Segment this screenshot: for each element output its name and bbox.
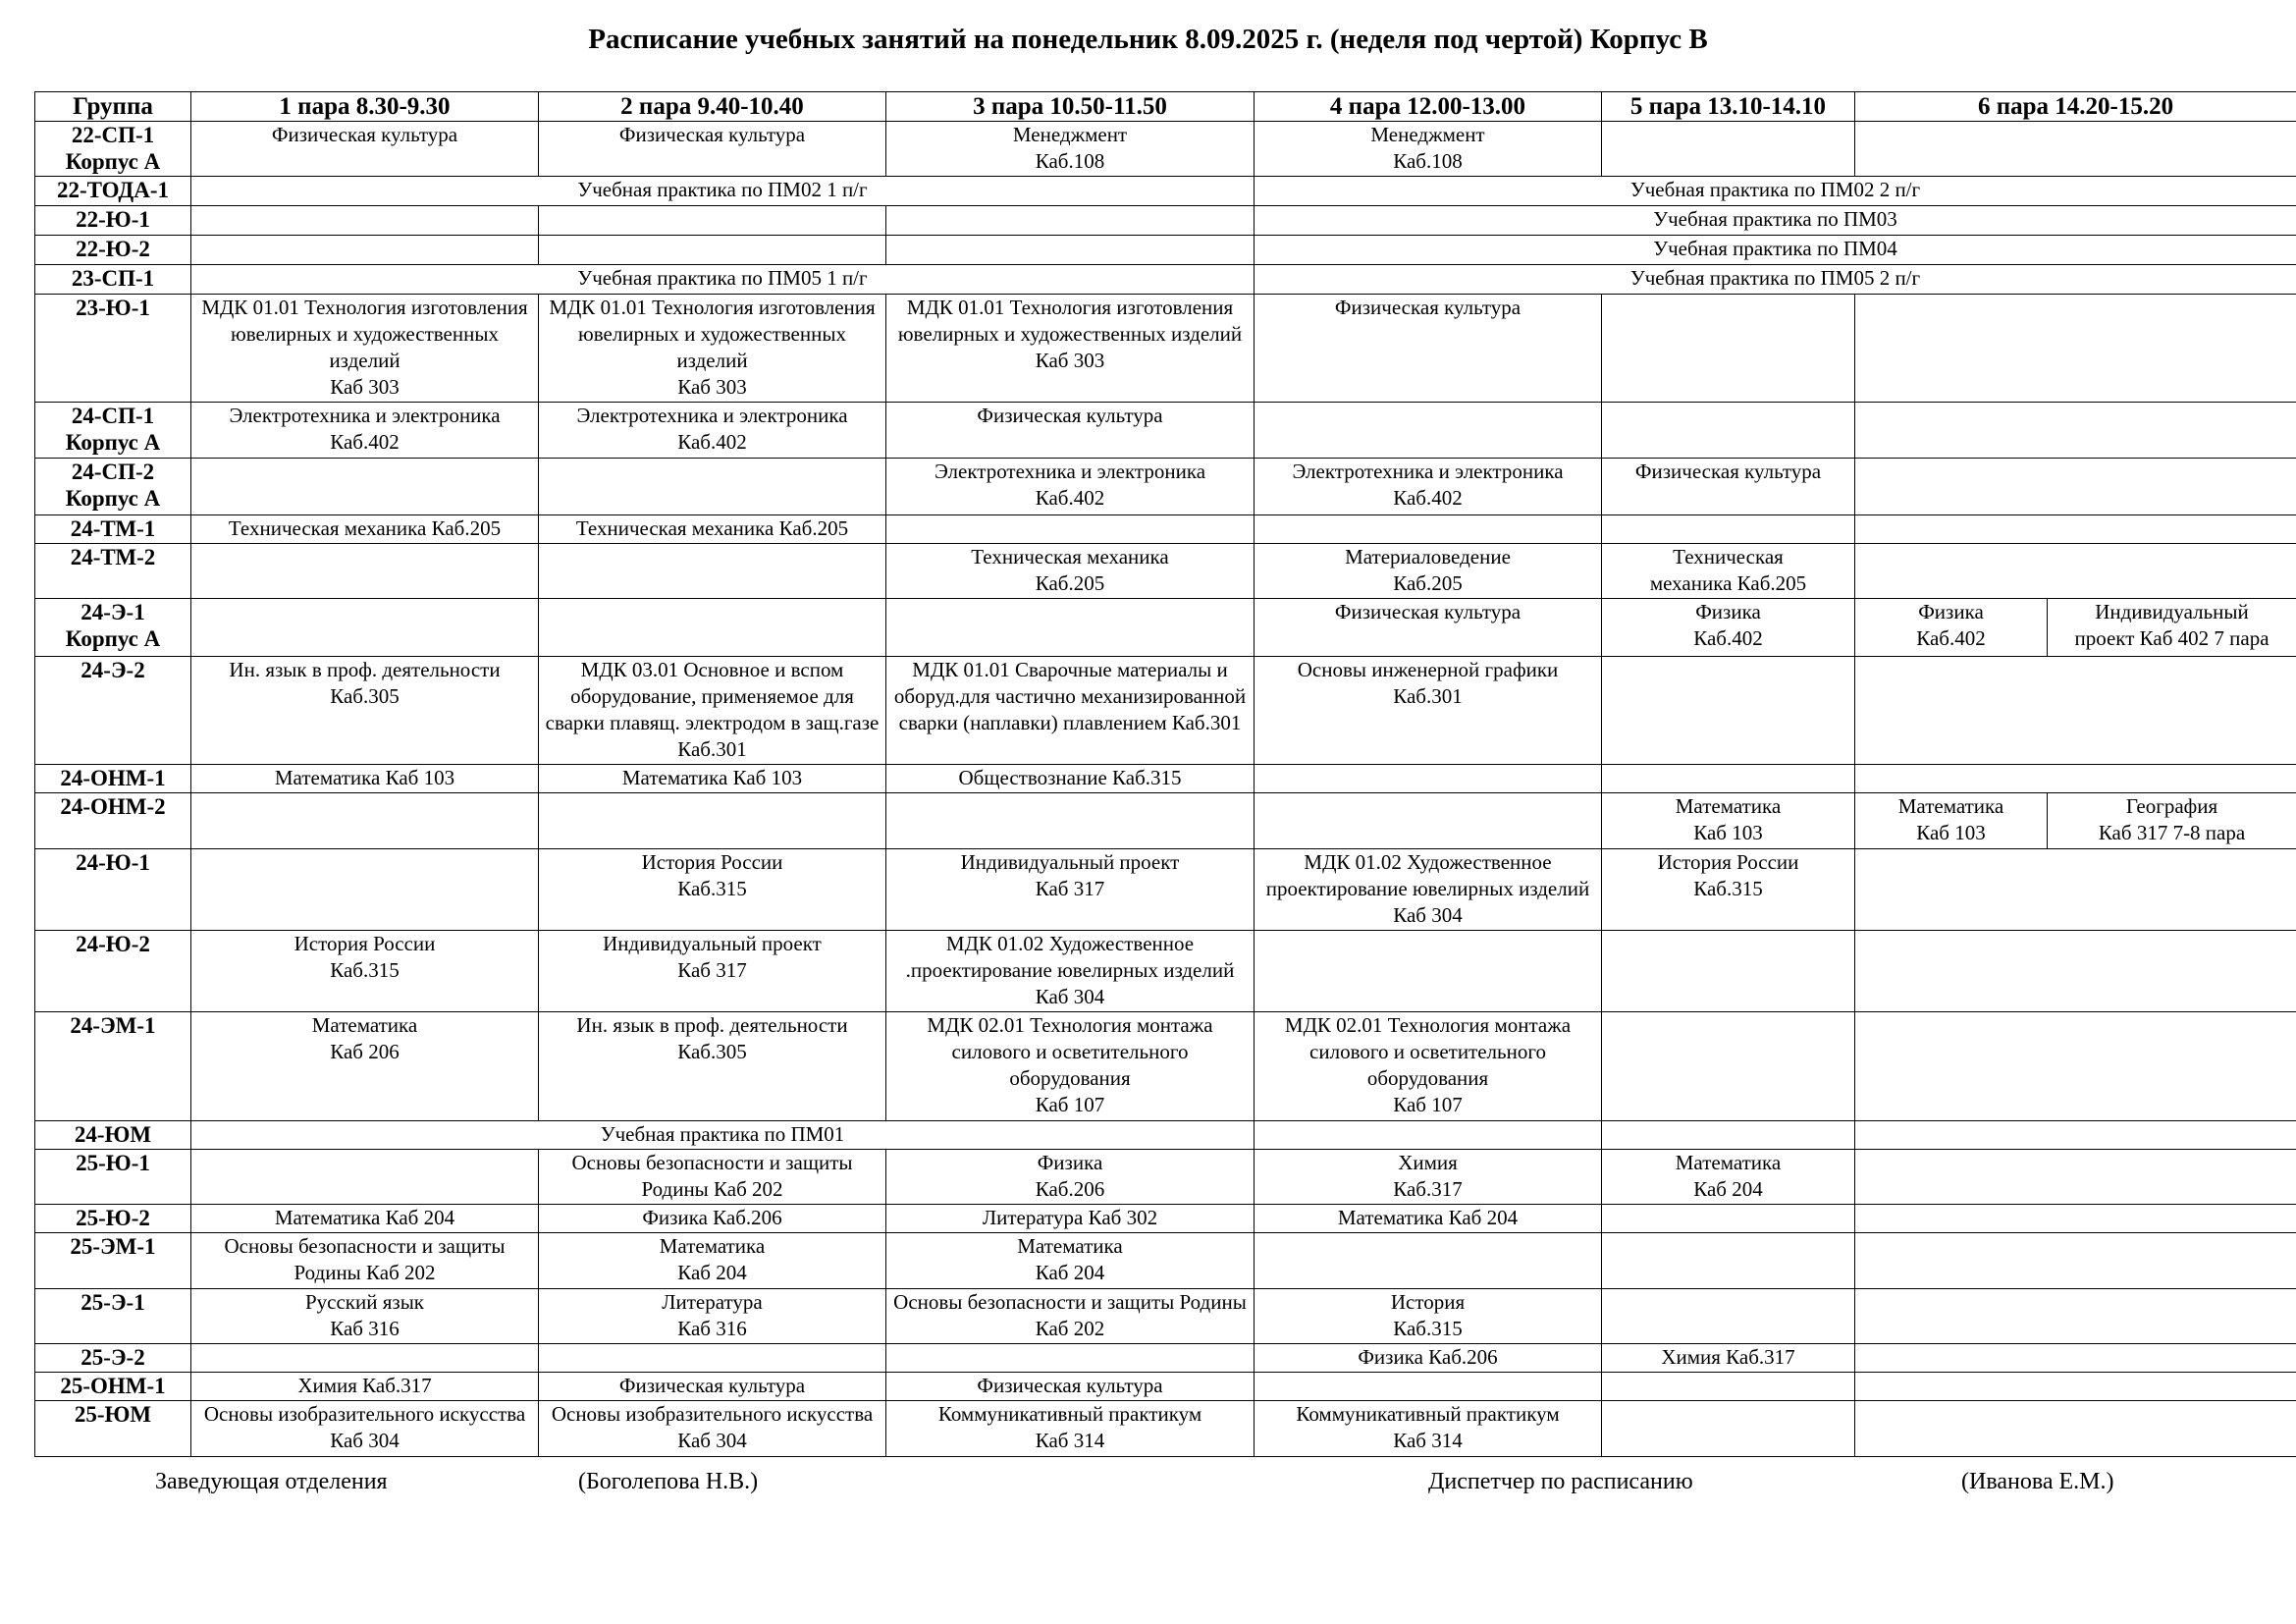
lesson-cell: Физика Каб.206 [539, 1205, 886, 1233]
practice-cell: Учебная практика по ПМ04 [1255, 236, 2296, 265]
group-cell: 24-ТМ-2 [35, 544, 191, 599]
lesson-cell: Физическая культура [886, 1373, 1255, 1401]
group-cell: 22-ТОДА-1 [35, 177, 191, 206]
lesson-cell [1855, 1233, 2296, 1289]
lesson-cell [1855, 544, 2296, 599]
practice-cell: Учебная практика по ПМ05 2 п/г [1255, 265, 2296, 295]
lesson-cell: Электротехника и электроника Каб.402 [191, 403, 539, 459]
lesson-cell: Техническая механика Каб.205 [191, 515, 539, 544]
table-row [35, 236, 2296, 265]
lesson-cell: Математика Каб 204 [191, 1205, 539, 1233]
lesson-cell: История Каб.315 [1255, 1289, 1602, 1344]
lesson-cell [886, 206, 1255, 236]
table-row [35, 793, 2296, 849]
lesson-cell [1855, 657, 2296, 765]
lesson-cell [539, 459, 886, 515]
lesson-cell [1855, 515, 2296, 544]
lesson-cell [1602, 1121, 1855, 1150]
lesson-cell: Химия Каб.317 [1602, 1344, 1855, 1373]
lesson-cell [1855, 1373, 2296, 1401]
table-row [35, 599, 2296, 657]
lesson-cell: Обществознание Каб.315 [886, 765, 1255, 793]
lesson-cell [539, 236, 886, 265]
lesson-cell: Физическая культура [539, 1373, 886, 1401]
lesson-cell [539, 1344, 886, 1373]
lesson-cell [1855, 122, 2296, 177]
table-row [35, 1205, 2296, 1233]
table-row [35, 1121, 2296, 1150]
group-cell: 23-Ю-1 [35, 295, 191, 403]
group-cell: 25-Э-1 [35, 1289, 191, 1344]
table-row [35, 403, 2296, 459]
lesson-cell [886, 515, 1255, 544]
lesson-cell: Основы безопасности и защиты Родины Каб 202 [886, 1289, 1255, 1344]
lesson-cell [191, 849, 539, 931]
lesson-cell [1855, 1205, 2296, 1233]
lesson-cell: Менеджмент Каб.108 [1255, 122, 1602, 177]
lesson-cell: Основы изобразительного искусства Каб 304 [539, 1401, 886, 1457]
group-cell: 25-ЭМ-1 [35, 1233, 191, 1289]
page-title: Расписание учебных занятий на понедельник 8.09.2025 г. (неделя под чертой) Корпус В [588, 24, 1708, 55]
group-cell: 25-Э-2 [35, 1344, 191, 1373]
col-header-p5: 5 пара 13.10-14.10 [1602, 92, 1855, 122]
lesson-cell: Математика Каб 103 [1602, 793, 1855, 849]
table-row [35, 177, 2296, 206]
lesson-cell: Физика Каб.402 [1602, 599, 1855, 657]
lesson-cell [191, 544, 539, 599]
lesson-cell: Математика Каб 204 [1602, 1150, 1855, 1205]
lesson-cell [1255, 1233, 1602, 1289]
practice-cell: Учебная практика по ПМ03 [1255, 206, 2296, 236]
lesson-cell: Электротехника и электроника Каб.402 [1255, 459, 1602, 515]
lesson-cell [1602, 1012, 1855, 1121]
lesson-cell: Физическая культура [539, 122, 886, 177]
lesson-cell [1602, 657, 1855, 765]
table-row [35, 1289, 2296, 1344]
group-cell: 25-ОНМ-1 [35, 1373, 191, 1401]
lesson-cell [886, 599, 1255, 657]
group-cell: 25-Ю-1 [35, 1150, 191, 1205]
lesson-cell: Коммуникативный практикум Каб 314 [1255, 1401, 1602, 1457]
lesson-cell: Физическая культура [1255, 295, 1602, 403]
group-cell: 24-Ю-1 [35, 849, 191, 931]
col-header-p4: 4 пара 12.00-13.00 [1255, 92, 1602, 122]
lesson-cell: Техническая механика Каб.205 [1602, 544, 1855, 599]
table-row [35, 459, 2296, 515]
lesson-cell [1602, 1205, 1855, 1233]
lesson-cell: Физическая культура [886, 403, 1255, 459]
lesson-cell [1855, 1121, 2296, 1150]
table-row [35, 295, 2296, 403]
lesson-cell: Русский язык Каб 316 [191, 1289, 539, 1344]
table-row [35, 1401, 2296, 1457]
group-cell: 24-СП-1 Корпус А [35, 403, 191, 459]
lesson-cell [191, 793, 539, 849]
lesson-cell: География Каб 317 7-8 пара [2048, 793, 2296, 849]
col-header-p1: 1 пара 8.30-9.30 [191, 92, 539, 122]
table-row [35, 265, 2296, 295]
lesson-cell: Основы изобразительного искусства Каб 304 [191, 1401, 539, 1457]
head-of-department-name: (Боголепова Н.В.) [578, 1469, 759, 1494]
head-of-department-label: Заведующая отделения [155, 1469, 388, 1494]
lesson-cell: Математика Каб 204 [1255, 1205, 1602, 1233]
lesson-cell [1855, 1012, 2296, 1121]
table-row [35, 931, 2296, 1012]
lesson-cell: История России Каб.315 [191, 931, 539, 1012]
lesson-cell: МДК 01.01 Технология изготовления ювелирных и художественных изделий Каб 303 [886, 295, 1255, 403]
lesson-cell: Математика Каб 103 [191, 765, 539, 793]
lesson-cell [191, 1344, 539, 1373]
lesson-cell: История России Каб.315 [539, 849, 886, 931]
lesson-cell: МДК 01.02 Художественное .проектирование ювелирных изделий Каб 304 [886, 931, 1255, 1012]
lesson-cell: МДК 03.01 Основное и вспом оборудование, применяемое для сварки плавящ. электродом в защ.газе Каб.301 [539, 657, 886, 765]
header-row [35, 92, 2296, 122]
lesson-cell: Физика Каб.402 [1855, 599, 2048, 657]
lesson-cell [1602, 1233, 1855, 1289]
lesson-cell [1855, 1150, 2296, 1205]
lesson-cell: Индивидуальный проект Каб 402 7 пара [2048, 599, 2296, 657]
lesson-cell [191, 1150, 539, 1205]
lesson-cell [1855, 931, 2296, 1012]
group-cell: 24-Э-2 [35, 657, 191, 765]
lesson-cell: Менеджмент Каб.108 [886, 122, 1255, 177]
lesson-cell [539, 793, 886, 849]
table-row [35, 544, 2296, 599]
lesson-cell: Техническая механика Каб.205 [539, 515, 886, 544]
lesson-cell [1602, 515, 1855, 544]
group-cell: 24-ТМ-1 [35, 515, 191, 544]
lesson-cell: Физическая культура [1255, 599, 1602, 657]
lesson-cell: Математика Каб 206 [191, 1012, 539, 1121]
lesson-cell: Математика Каб 204 [539, 1233, 886, 1289]
dispatcher-name: (Иванова Е.М.) [1961, 1469, 2114, 1494]
col-header-group: Группа [35, 92, 191, 122]
lesson-cell: Электротехника и электроника Каб.402 [886, 459, 1255, 515]
lesson-cell [1855, 403, 2296, 459]
lesson-cell [539, 599, 886, 657]
group-cell: 24-ЮМ [35, 1121, 191, 1150]
lesson-cell [1255, 403, 1602, 459]
table-row [35, 122, 2296, 177]
table-row [35, 765, 2296, 793]
lesson-cell [1855, 295, 2296, 403]
lesson-cell: Литература Каб 316 [539, 1289, 886, 1344]
practice-cell: Учебная практика по ПМ02 1 п/г [191, 177, 1255, 206]
group-cell: 24-ЭМ-1 [35, 1012, 191, 1121]
practice-cell: Учебная практика по ПМ05 1 п/г [191, 265, 1255, 295]
lesson-cell [1855, 1289, 2296, 1344]
lesson-cell: Коммуникативный практикум Каб 314 [886, 1401, 1255, 1457]
group-cell: 23-СП-1 [35, 265, 191, 295]
lesson-cell [1255, 515, 1602, 544]
table-row [35, 1233, 2296, 1289]
table-row [35, 849, 2296, 931]
group-cell: 22-Ю-1 [35, 206, 191, 236]
lesson-cell: Материаловедение Каб.205 [1255, 544, 1602, 599]
lesson-cell: Химия Каб.317 [191, 1373, 539, 1401]
lesson-cell [1602, 1401, 1855, 1457]
practice-cell: Учебная практика по ПМ02 2 п/г [1255, 177, 2296, 206]
lesson-cell: Электротехника и электроника Каб.402 [539, 403, 886, 459]
lesson-cell: МДК 01.02 Художественное проектирование ювелирных изделий Каб 304 [1255, 849, 1602, 931]
lesson-cell: Основы безопасности и защиты Родины Каб 202 [191, 1233, 539, 1289]
table-row [35, 1373, 2296, 1401]
table-row [35, 1344, 2296, 1373]
lesson-cell [539, 206, 886, 236]
lesson-cell [1855, 1401, 2296, 1457]
lesson-cell [886, 1344, 1255, 1373]
group-cell: 24-Ю-2 [35, 931, 191, 1012]
col-header-p3: 3 пара 10.50-11.50 [886, 92, 1255, 122]
lesson-cell: Ин. язык в проф. деятельности Каб.305 [539, 1012, 886, 1121]
lesson-cell [1855, 459, 2296, 515]
lesson-cell [1602, 765, 1855, 793]
lesson-cell: Физическая культура [191, 122, 539, 177]
lesson-cell [1602, 931, 1855, 1012]
lesson-cell: МДК 01.01 Технология изготовления ювелирных и художественных изделий Каб 303 [191, 295, 539, 403]
lesson-cell: Техническая механика Каб.205 [886, 544, 1255, 599]
lesson-cell [1255, 1373, 1602, 1401]
lesson-cell [1255, 765, 1602, 793]
group-cell: 24-СП-2 Корпус А [35, 459, 191, 515]
lesson-cell [191, 459, 539, 515]
lesson-cell [1255, 931, 1602, 1012]
lesson-cell [1855, 765, 2296, 793]
lesson-cell: МДК 02.01 Технология монтажа силового и осветительного оборудования Каб 107 [1255, 1012, 1602, 1121]
lesson-cell [886, 236, 1255, 265]
group-cell: 24-Э-1 Корпус А [35, 599, 191, 657]
group-cell: 24-ОНМ-2 [35, 793, 191, 849]
lesson-cell: МДК 01.01 Сварочные материалы и оборуд.для частично механизированной сварки (наплавки) плавлением Каб.301 [886, 657, 1255, 765]
schedule-table [34, 91, 2296, 1457]
lesson-cell [539, 544, 886, 599]
lesson-cell: Физика Каб.206 [1255, 1344, 1602, 1373]
table-row [35, 206, 2296, 236]
lesson-cell [1602, 295, 1855, 403]
group-cell: 22-СП-1 Корпус А [35, 122, 191, 177]
lesson-cell: Математика Каб 204 [886, 1233, 1255, 1289]
lesson-cell: Индивидуальный проект Каб 317 [886, 849, 1255, 931]
lesson-cell: Основы инженерной графики Каб.301 [1255, 657, 1602, 765]
lesson-cell: МДК 02.01 Технология монтажа силового и осветительного оборудования Каб 107 [886, 1012, 1255, 1121]
group-cell: 25-Ю-2 [35, 1205, 191, 1233]
lesson-cell [1255, 793, 1602, 849]
group-cell: 22-Ю-2 [35, 236, 191, 265]
lesson-cell [886, 793, 1255, 849]
lesson-cell [1602, 122, 1855, 177]
lesson-cell: Основы безопасности и защиты Родины Каб 202 [539, 1150, 886, 1205]
lesson-cell [1602, 403, 1855, 459]
practice-cell: Учебная практика по ПМ01 [191, 1121, 1255, 1150]
lesson-cell: Литература Каб 302 [886, 1205, 1255, 1233]
lesson-cell: Математика Каб 103 [539, 765, 886, 793]
lesson-cell: Индивидуальный проект Каб 317 [539, 931, 886, 1012]
col-header-p6: 6 пара 14.20-15.20 [1855, 92, 2296, 122]
table-row [35, 515, 2296, 544]
lesson-cell [191, 599, 539, 657]
lesson-cell: Физика Каб.206 [886, 1150, 1255, 1205]
lesson-cell [1855, 849, 2296, 931]
dispatcher-label: Диспетчер по расписанию [1428, 1469, 1693, 1494]
lesson-cell: Ин. язык в проф. деятельности Каб.305 [191, 657, 539, 765]
col-header-p2: 2 пара 9.40-10.40 [539, 92, 886, 122]
table-row [35, 1150, 2296, 1205]
lesson-cell [1602, 1373, 1855, 1401]
lesson-cell: Математика Каб 103 [1855, 793, 2048, 849]
group-cell: 25-ЮМ [35, 1401, 191, 1457]
table-row [35, 657, 2296, 765]
lesson-cell [1855, 1344, 2296, 1373]
table-row [35, 1012, 2296, 1121]
lesson-cell [1602, 1289, 1855, 1344]
lesson-cell: МДК 01.01 Технология изготовления ювелирных и художественных изделий Каб 303 [539, 295, 886, 403]
lesson-cell: Физическая культура [1602, 459, 1855, 515]
group-cell: 24-ОНМ-1 [35, 765, 191, 793]
lesson-cell: История России Каб.315 [1602, 849, 1855, 931]
lesson-cell [1255, 1121, 1602, 1150]
lesson-cell [191, 236, 539, 265]
lesson-cell: Химия Каб.317 [1255, 1150, 1602, 1205]
lesson-cell [191, 206, 539, 236]
